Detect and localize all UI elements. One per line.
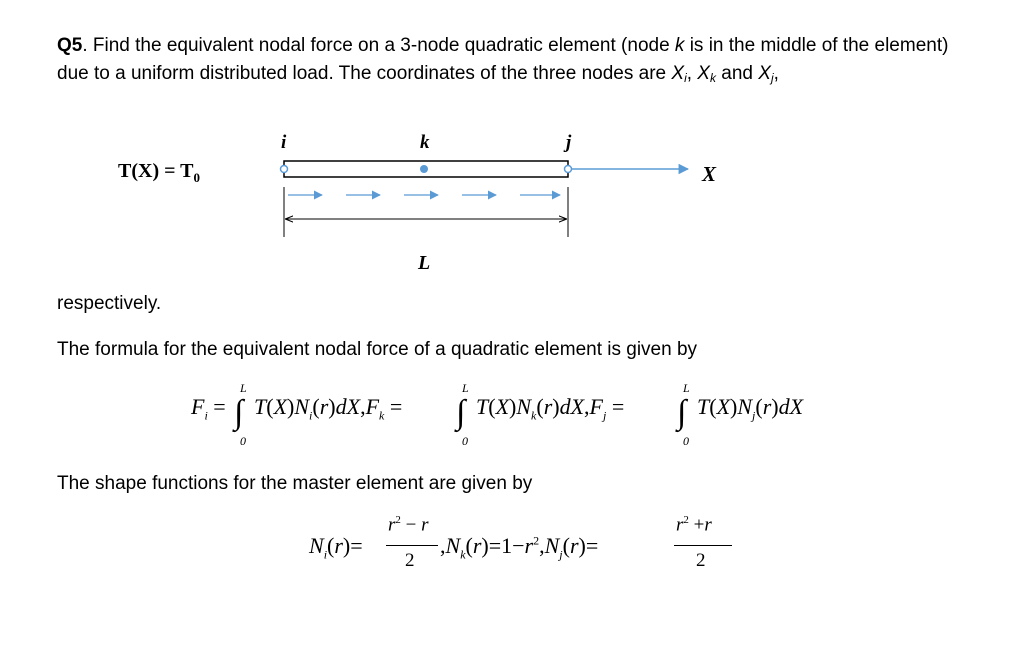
question-text: Q5. Find the equivalent nodal force on a 3-node quadratic element (node k is in the middle of the element) due to a uniform distributed load. The coordinates of the three nodes are $X_i$, $X_k$ and $X_j$, [57, 35, 949, 85]
node-j-label: j [566, 132, 572, 153]
shape-intro: The shape functions for the master element are given by [57, 473, 533, 494]
element-diagram [0, 125, 1024, 285]
respectively-text: respectively. [57, 293, 162, 314]
node-i [281, 166, 288, 173]
node-k-label: k [420, 132, 430, 153]
node-j [565, 166, 572, 173]
question-number: Q5 [57, 35, 83, 56]
load-label: $T(X) = T_0$ [118, 160, 200, 185]
node-i-label: i [281, 132, 287, 153]
x-axis-label: X [702, 162, 717, 186]
node-k [420, 165, 428, 173]
formula-intro: The formula for the equivalent nodal force of a quadratic element is given by [57, 339, 698, 360]
length-label: L [418, 252, 431, 274]
